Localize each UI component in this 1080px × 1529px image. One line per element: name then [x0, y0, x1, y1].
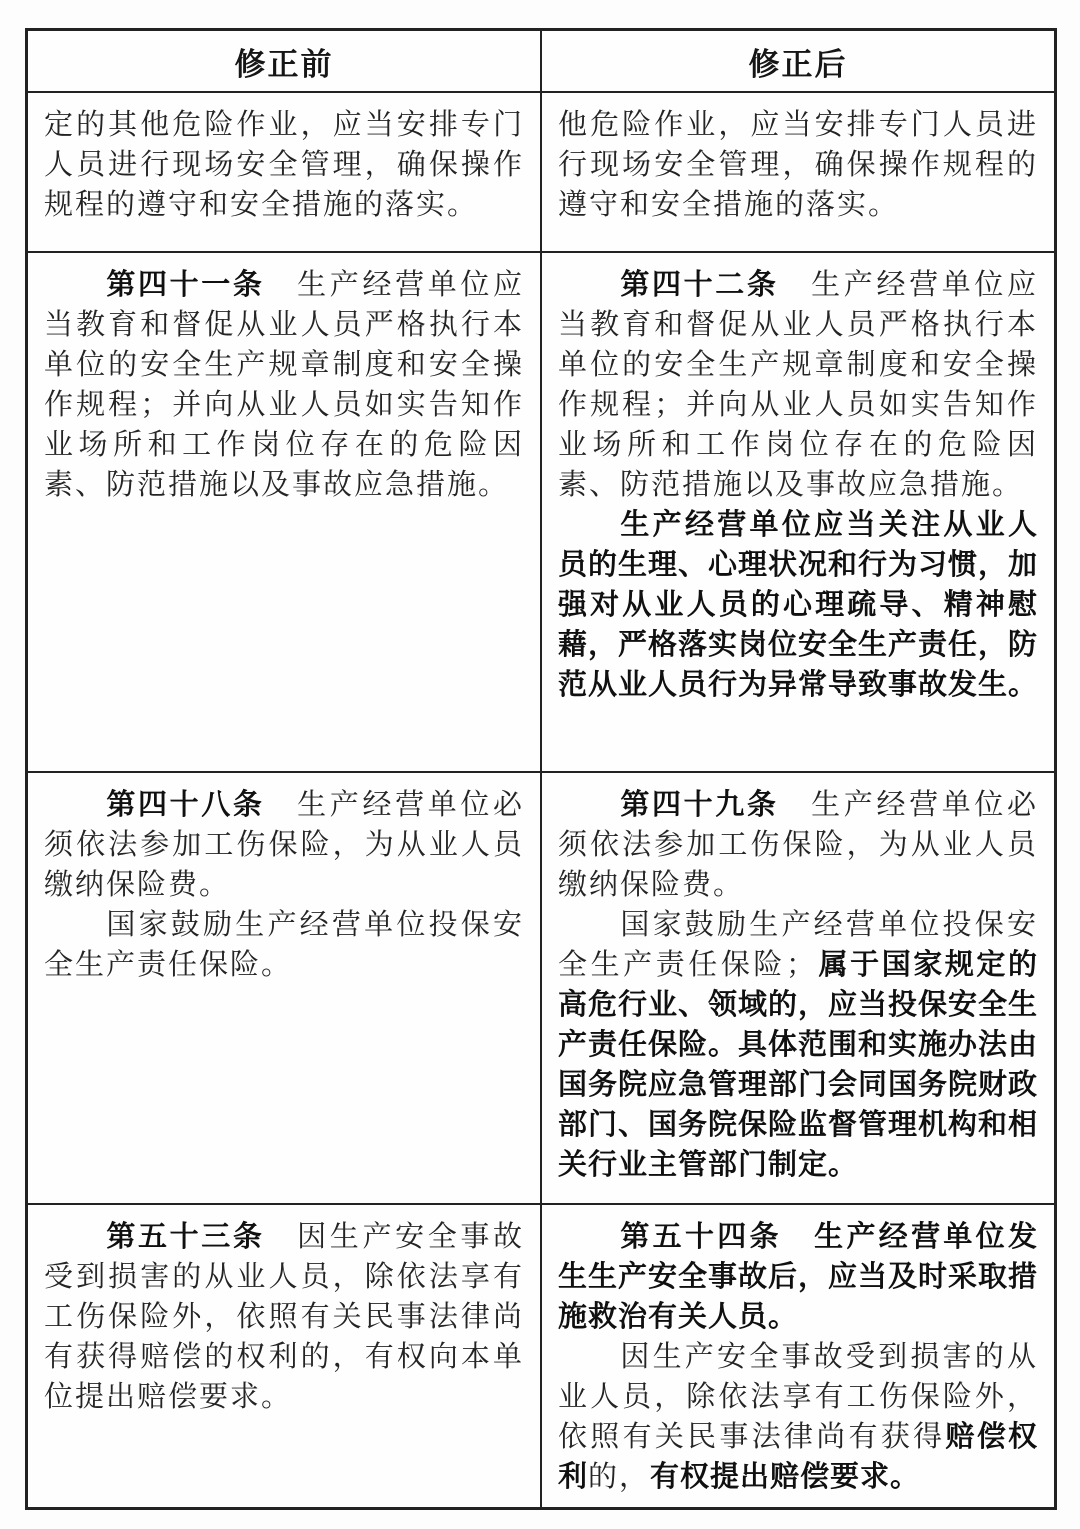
body-text: 国家鼓励生产经营单位投保安全生产责任保险。	[44, 909, 524, 981]
paragraph	[44, 1217, 524, 1417]
emphasized-text: 第四十二条	[620, 269, 779, 301]
column-header-before: 修正前	[27, 30, 542, 93]
emphasized-text: 赔偿权利	[558, 1421, 1038, 1493]
emphasized-text: 有权提出赔偿要求。	[650, 1461, 921, 1493]
column-header-after: 修正后	[541, 30, 1056, 93]
body-text: 他危险作业，应当安排专门人员进行现场安全管理，确保操作规程的遵守和安全措施的落实。	[558, 109, 1038, 221]
cell-after	[541, 252, 1056, 772]
emphasized-text: 属于国家规定的高危行业、领域的，应当投保安全生产责任保险。具体范围和实施办法由国务院应急管理部门会同国务院财政部门、国务院保险监督管理机构和相关行业主管部门制定。	[558, 949, 1039, 1181]
body-text: 定的其他危险作业，应当安排专门人员进行现场安全管理，确保操作规程的遵守和安全措施的落实。	[44, 109, 524, 221]
cell-before	[27, 92, 542, 252]
body-text: 的，	[588, 1461, 651, 1493]
cell-after	[541, 1204, 1056, 1509]
header-row	[27, 30, 1056, 93]
cell-before	[27, 772, 542, 1204]
cell-before	[27, 252, 542, 772]
body-text: 生产经营单位必须依法参加工伤保险，为从业人员缴纳保险费。	[44, 789, 524, 901]
table-row	[27, 772, 1056, 1204]
body-text: 因生产安全事故受到损害的从业人员，除依法享有工伤保险外，依照有关民事法律尚有获得赔偿的权利的，有权向本单位提出赔偿要求。	[44, 1221, 524, 1413]
emphasized-text: 第四十九条	[620, 789, 779, 821]
emphasized-text: 第四十八条	[106, 789, 265, 821]
cell-after	[541, 92, 1056, 252]
body-text: 生产经营单位必须依法参加工伤保险，为从业人员缴纳保险费。	[558, 789, 1038, 901]
table-row	[27, 1204, 1056, 1509]
paragraph	[558, 1217, 1038, 1337]
body-text: 生产经营单位应当教育和督促从业人员严格执行本单位的安全生产规章制度和安全操作规程；并向从业人员如实告知作业场所和工作岗位存在的危险因素、防范措施以及事故应急措施。	[558, 269, 1038, 501]
paragraph	[558, 105, 1038, 225]
emphasized-text: 第五十四条 生产经营单位发生生产安全事故后，应当及时采取措施救治有关人员。	[558, 1221, 1039, 1333]
comparison-table	[25, 28, 1057, 1510]
table-body	[27, 92, 1056, 1509]
paragraph	[558, 1337, 1038, 1497]
emphasized-text: 第四十一条	[106, 269, 265, 301]
table-header	[27, 30, 1056, 93]
paragraph	[44, 785, 524, 905]
emphasized-text: 生产经营单位应当关注从业人员的生理、心理状况和行为习惯，加强对从业人员的心理疏导、精神慰藉，严格落实岗位安全生产责任，防范从业人员行为异常导致事故发生。	[558, 509, 1039, 701]
paragraph	[44, 905, 524, 985]
body-text: 生产经营单位应当教育和督促从业人员严格执行本单位的安全生产规章制度和安全操作规程；并向从业人员如实告知作业场所和工作岗位存在的危险因素、防范措施以及事故应急措施。	[44, 269, 524, 501]
cell-before	[27, 1204, 542, 1509]
paragraph	[44, 265, 524, 505]
paragraph	[558, 905, 1038, 1185]
table-row	[27, 92, 1056, 252]
cell-after	[541, 772, 1056, 1204]
body-text: 因生产安全事故受到损害的从业人员，除依法享有工伤保险外，依照有关民事法律尚有获得	[558, 1341, 1038, 1453]
table-row	[27, 252, 1056, 772]
paragraph	[558, 505, 1038, 705]
paragraph	[558, 265, 1038, 505]
emphasized-text: 第五十三条	[106, 1221, 265, 1253]
paragraph	[44, 105, 524, 225]
paragraph	[558, 785, 1038, 905]
body-text: 国家鼓励生产经营单位投保安全生产责任保险；	[558, 909, 1038, 981]
